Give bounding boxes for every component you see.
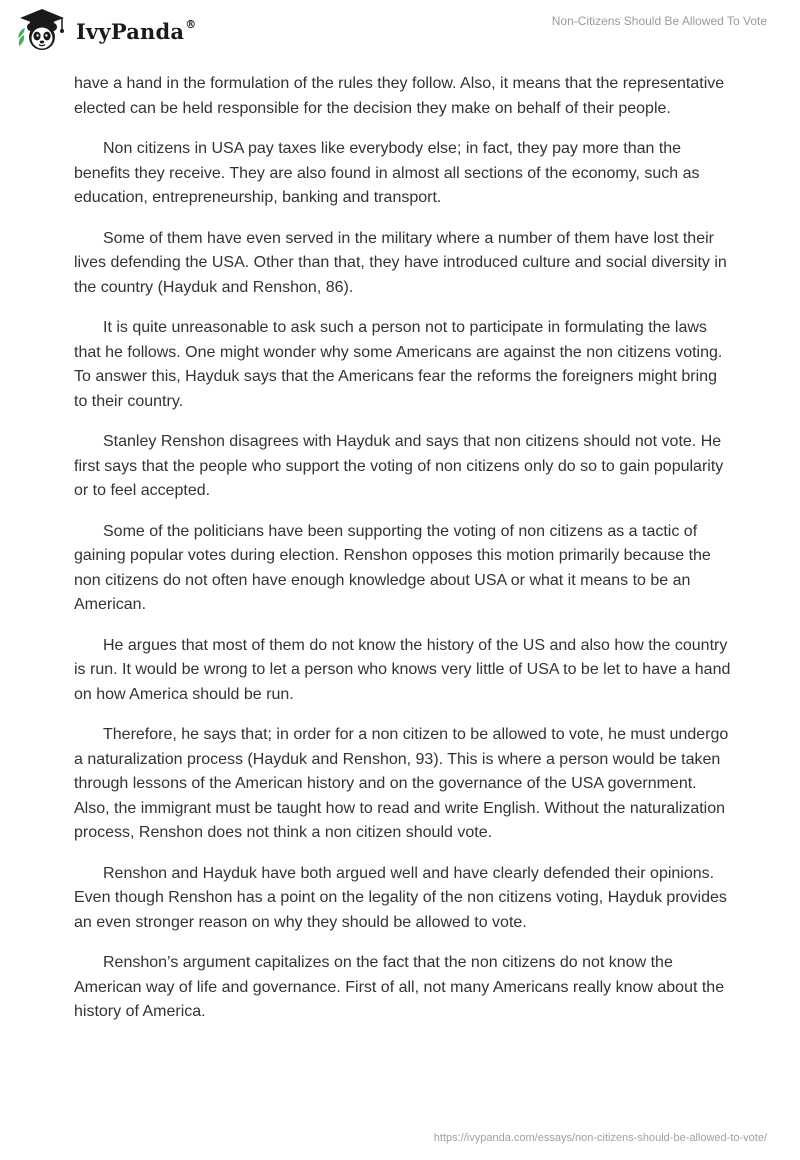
source-url[interactable]: https://ivypanda.com/essays/non-citizens-should-be-allowed-to-vote/ bbox=[433, 1132, 767, 1144]
paragraph: Some of them have even served in the military where a number of them have lost their lives defending the USA. Other than that, they have introduced culture and social diversity in the country (Hayduk and Renshon, 86). bbox=[74, 229, 727, 296]
paragraph: He argues that most of them do not know the history of the US and also how the country is run. It would be wrong to let a person who knows very little of USA to be let to have a hand on how America should be run. bbox=[74, 636, 731, 703]
paragraph: It is quite unreasonable to ask such a person not to participate in formulating the laws that he follows. One might wonder why some Americans are against the non citizens voting. To answer this, Hayduk says that the Americans fear the reforms the foreigners might bring to their country. bbox=[74, 319, 723, 410]
paragraph: Renshon’s argument capitalizes on the fact that the non citizens do not know the American way of life and governance. First of all, not many Americans really know about the history of America. bbox=[74, 954, 725, 1020]
document-title: Non-Citizens Should Be Allowed To Vote bbox=[551, 14, 767, 28]
site-logo[interactable] bbox=[16, 8, 196, 52]
paragraph: Renshon and Hayduk have both argued well and have clearly defended their opinions. Even though Renshon has a point on the legality of the non citizens voting, Hayduk provides an even stronger reason on why they should be allowed to vote. bbox=[74, 864, 727, 931]
paragraph: Stanley Renshon disagrees with Hayduk and says that non citizens should not vote. He first says that the people who support the voting of non citizens only do so to gain popularity or to feel accepted. bbox=[74, 433, 724, 499]
paragraph: Therefore, he says that; in order for a non citizen to be allowed to vote, he must undergo a naturalization process (Hayduk and Renshon, 93). This is where a person would be taken through lessons of the American history and on the governance of the USA government. Also, the immigrant must be taught how to read and write English. Without the naturalization process, Renshon does not think a non citizen should vote. bbox=[74, 726, 729, 841]
logo-wordmark: IvyPanda® bbox=[76, 17, 197, 44]
page-header bbox=[0, 0, 800, 64]
paragraph: Some of the politicians have been supporting the voting of non citizens as a tactic of gaining popular votes during election. Renshon opposes this motion primarily because the non citizens do not often have enough knowledge about USA or what it means to be an American. bbox=[74, 522, 711, 613]
panda-graduate-icon bbox=[16, 8, 68, 52]
paragraph: Non citizens in USA pay taxes like everybody else; in fact, they pay more than the benefits they receive. They are also found in almost all sections of the economy, such as education, entrepreneurship, banking and transport. bbox=[74, 140, 700, 206]
essay-body bbox=[74, 72, 734, 1041]
paragraph: have a hand in the formulation of the rules they follow. Also, it means that the representative elected can be held responsible for the decision they make on behalf of their people. bbox=[74, 75, 725, 117]
